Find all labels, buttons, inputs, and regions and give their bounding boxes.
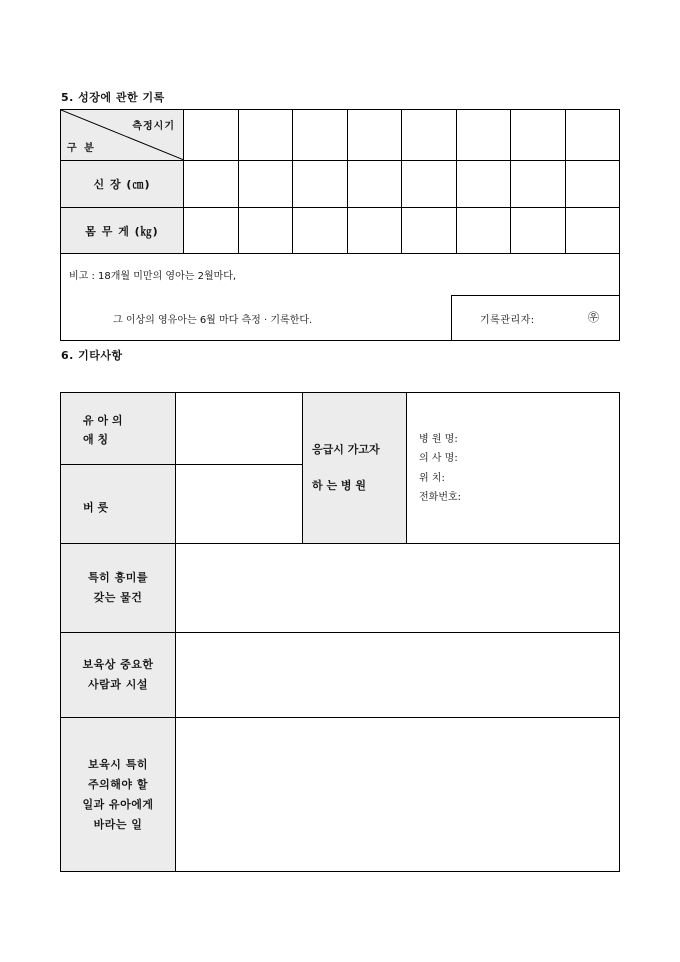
height-cell[interactable] — [457, 161, 512, 207]
category-label: 구 분 — [67, 143, 96, 154]
record-manager-label: 기록관리자: — [480, 315, 535, 326]
habit-label: 버 릇 — [83, 501, 109, 514]
weight-cell[interactable] — [184, 208, 239, 253]
growth-cell[interactable] — [566, 110, 620, 160]
growth-cell[interactable] — [348, 110, 403, 160]
weight-row — [61, 208, 619, 254]
emergency-hospital-label-cell — [303, 393, 407, 544]
caution-label-line-1: 보육시 특히 — [88, 757, 148, 771]
section-6-heading: 6. 기타사항 — [61, 349, 123, 362]
growth-cell[interactable] — [293, 110, 348, 160]
interests-label-line-1: 특히 흥미를 — [88, 571, 148, 584]
remark-line-2: 그 이상의 영유아는 6월 마다 측정 · 기록한다. — [113, 315, 313, 326]
growth-cell[interactable] — [184, 110, 239, 160]
hospital-name-label: 병 원 명: — [419, 434, 458, 445]
caution-label-line-2: 주의해야 할 — [88, 777, 148, 791]
growth-cell[interactable] — [457, 110, 512, 160]
emergency-label-line-2: 하 는 병 원 — [312, 479, 366, 492]
interests-value-cell[interactable] — [176, 544, 619, 633]
nickname-label-cell — [61, 393, 176, 465]
section-5-heading: 5. 성장에 관한 기록 — [61, 91, 165, 104]
height-label: 신 장 (㎝) — [61, 161, 184, 207]
growth-cell[interactable] — [511, 110, 566, 160]
height-cell[interactable] — [511, 161, 566, 207]
growth-cell[interactable] — [402, 110, 457, 160]
diagonal-header-cell — [61, 110, 184, 160]
nickname-label-line-2: 애 칭 — [83, 433, 109, 446]
weight-cell[interactable] — [457, 208, 512, 253]
location-label: 위 치: — [419, 473, 445, 484]
important-label-cell — [61, 633, 176, 718]
remark-line-1: 비고 : 18개월 미만의 영아는 2월마다, — [69, 271, 237, 282]
caution-label-line-4: 바라는 일 — [93, 817, 143, 831]
hospital-info-cell[interactable] — [407, 393, 619, 544]
weight-cell[interactable] — [293, 208, 348, 253]
habit-value-cell[interactable] — [176, 465, 303, 544]
interests-label-cell — [61, 544, 176, 633]
height-cell[interactable] — [402, 161, 457, 207]
nickname-value-cell[interactable] — [176, 393, 303, 465]
weight-cell[interactable] — [239, 208, 294, 253]
important-label-line-1: 보육상 중요한 — [82, 658, 154, 671]
growth-record-table — [60, 109, 620, 341]
nickname-label-line-1: 유 아 의 — [83, 414, 123, 427]
height-cell[interactable] — [348, 161, 403, 207]
habit-label-cell — [61, 465, 176, 544]
weight-cell[interactable] — [402, 208, 457, 253]
record-manager-box[interactable] — [451, 295, 619, 340]
height-cell[interactable] — [566, 161, 620, 207]
seal-mark: ㉾ — [588, 311, 599, 324]
interests-label-line-2: 갖는 물건 — [93, 591, 143, 604]
growth-cell[interactable] — [239, 110, 294, 160]
caution-value-cell[interactable] — [176, 718, 619, 871]
weight-cell[interactable] — [348, 208, 403, 253]
emergency-label-line-1: 응급시 가고자 — [312, 443, 380, 456]
height-cell[interactable] — [239, 161, 294, 207]
height-cell[interactable] — [293, 161, 348, 207]
height-row — [61, 161, 619, 208]
weight-cell[interactable] — [511, 208, 566, 253]
important-label-line-2: 사람과 시설 — [88, 678, 148, 691]
weight-label: 몸 무 게 (㎏) — [61, 208, 184, 253]
height-cell[interactable] — [184, 161, 239, 207]
weight-cell[interactable] — [566, 208, 620, 253]
caution-label-line-3: 일과 유아에게 — [82, 797, 154, 811]
remarks-section — [61, 254, 619, 340]
caution-label-cell — [61, 718, 176, 871]
growth-header-row — [61, 110, 619, 161]
doctor-name-label: 의 사 명: — [419, 453, 458, 464]
phone-label: 전화번호: — [419, 492, 462, 503]
measurement-time-label: 측정시기 — [132, 121, 175, 132]
other-matters-table — [60, 392, 620, 872]
important-value-cell[interactable] — [176, 633, 619, 718]
